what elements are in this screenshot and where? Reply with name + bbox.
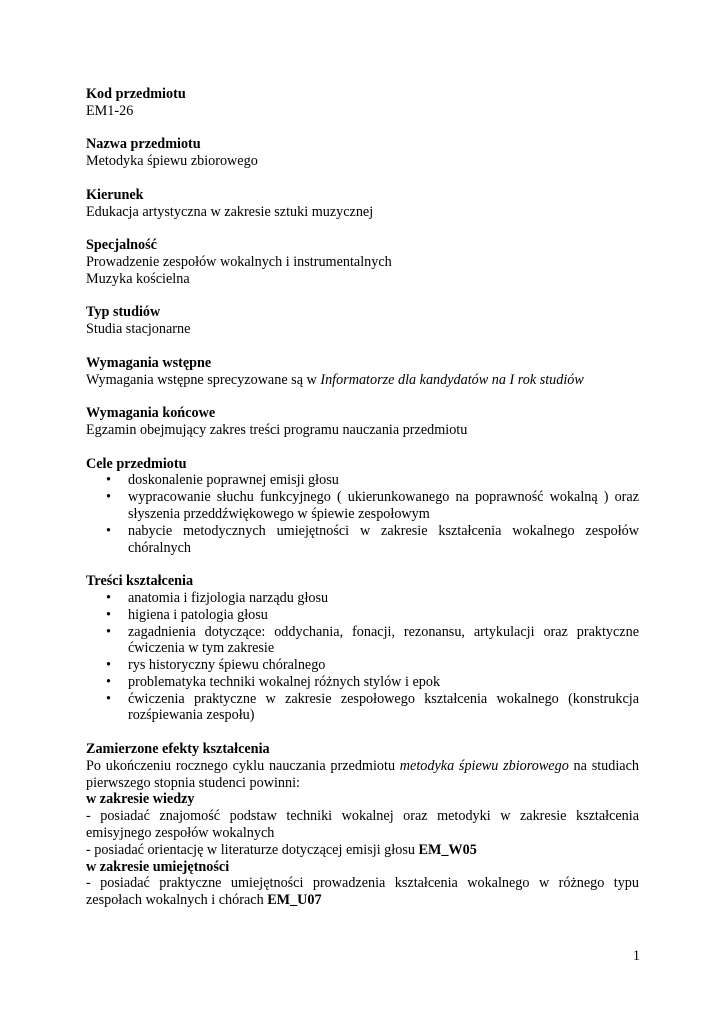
prerequisites-italic: Informatorze dla kandydatów na I rok studiów [320,371,584,388]
list-item: • rys historyczny śpiewu chóralnego [86,657,639,674]
section-specialty [86,237,639,287]
outcomes-intro-suffix: na studiach pierwszego stopnia studenci powinni: [86,757,639,791]
list-item: • ćwiczenia praktyczne w zakresie zespołowego kształcenia wokalnego (konstrukcja rozśpiewania zespołu) [86,691,639,725]
study-type-value: Studia stacjonarne [86,321,191,338]
prerequisites-prefix: Wymagania wstępne sprecyzowane są w [86,371,321,388]
final-requirements-value: Egzamin obejmujący zakres treści programu nauczania przedmiotu [86,421,468,438]
field-label: Kierunek [86,186,144,203]
objectives-label: Cele przedmiotu [86,455,187,472]
section-final-requirements [86,405,639,439]
skills-label: w zakresie umiejętności [86,858,230,875]
knowledge-line [86,842,639,859]
section-prerequisites [86,355,639,389]
outcomes-label: Zamierzone efekty kształcenia [86,741,270,758]
skills-line-text: - posiadać praktyczne umiejętności prowadzenia kształcenia wokalnego w różnego typu zespołach wokalnych i chórach [86,875,639,909]
section-course-name [86,136,639,170]
section-course-code [86,86,639,120]
section-contents [86,573,639,724]
outcomes-intro-italic: metodyka śpiewu zbiorowego [399,757,569,774]
document-body [86,86,639,909]
outcomes-intro [86,758,639,792]
field-value: Edukacja artystyczna w zakresie sztuki muzycznej [86,203,374,220]
list-item: • problematyka techniki wokalnej różnych stylów i epok [86,674,639,691]
section-field [86,187,639,221]
knowledge-label: w zakresie wiedzy [86,791,195,808]
page-number: 1 [632,948,640,964]
objectives-list [86,472,639,556]
final-requirements-label: Wymagania końcowe [86,405,216,422]
list-item: • anatomia i fizjologia narządu głosu [86,590,639,607]
specialty-value: Muzyka kościelna [86,270,190,287]
contents-label: Treści kształcenia [86,573,194,590]
knowledge-line: - posiadać znajomość podstaw techniki wokalnej oraz metodyki w zakresie kształcenia emisyjnego zespołów wokalnych [86,808,639,842]
course-code-value: EM1-26 [86,102,134,119]
knowledge-code: EM_W05 [418,841,477,858]
section-outcomes [86,741,639,909]
skills-line [86,875,639,909]
skills-code: EM_U07 [267,892,322,909]
study-type-label: Typ studiów [86,304,161,321]
prerequisites-text [86,372,639,389]
contents-list [86,590,639,724]
list-item: • doskonalenie poprawnej emisji głosu [86,472,639,489]
list-item: • wypracowanie słuchu funkcyjnego ( ukierunkowanego na poprawność wokalną ) oraz słyszenia przeddźwiękowego w śpiewie zespołowym [86,489,639,523]
specialty-value: Prowadzenie zespołów wokalnych i instrumentalnych [86,253,392,270]
list-item: • higiena i patologia głosu [86,607,639,624]
section-objectives [86,456,639,557]
list-item: • nabycie metodycznych umiejętności w zakresie kształcenia wokalnego zespołów chóralnych [86,523,639,557]
knowledge-line-text: - posiadać orientację w literaturze dotyczącej emisji głosu [86,841,419,858]
section-study-type [86,304,639,338]
outcomes-intro-prefix: Po ukończeniu rocznego cyklu nauczania przedmiotu [86,757,400,774]
list-item: • zagadnienia dotyczące: oddychania, fonacji, rezonansu, artykulacji oraz praktyczne ćwiczenia w tym zakresie [86,624,639,658]
course-name-label: Nazwa przedmiotu [86,136,201,153]
course-code-label: Kod przedmiotu [86,86,186,102]
course-name-value: Metodyka śpiewu zbiorowego [86,153,258,170]
prerequisites-label: Wymagania wstępne [86,354,212,371]
specialty-label: Specjalność [86,237,157,254]
